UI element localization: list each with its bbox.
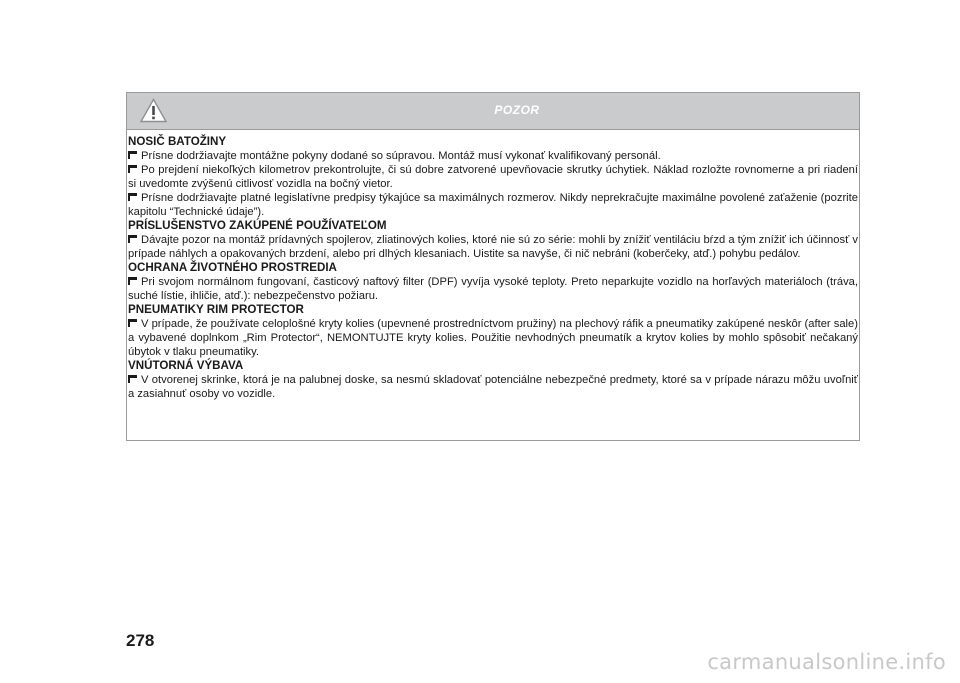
- bullet-icon: [128, 235, 137, 243]
- bullet-icon: [128, 151, 137, 159]
- warning-title: POZOR: [494, 103, 540, 117]
- bullet-icon: [128, 193, 137, 201]
- section-heading: VNÚTORNÁ VÝBAVA: [128, 359, 244, 372]
- section-luggage-rack: [128, 135, 858, 219]
- bullet-icon: [128, 375, 137, 383]
- warning-content: [127, 130, 859, 401]
- bullet-paragraph: V prípade, že používate celoplošné kryty kolies (upevnené prostredníctvom pružiny) na plechový ráfik a pneumatiky zakúpené neskôr (after sale) a vybavené doplnkom „Rim Protector“, NEMONTUJTE kryty kolies. Použitie nevhodných pneumatík a krytov kolies by mohlo spôsobiť nečakaný úbytok v tlaku pneumatiky.: [128, 318, 858, 358]
- section-tyres: [128, 303, 858, 359]
- bullet-paragraph: Pri svojom normálnom fungovaní, časticový naftový filter (DPF) vyvíja vysoké teploty. Preto neparkujte vozidlo na horľavých materiáloch (tráva, suché lístie, ihličie, atď.): nebezpečenstvo požiaru.: [128, 276, 858, 302]
- warning-box: [126, 92, 860, 441]
- bullet-icon: [128, 277, 137, 285]
- page-number: 278: [126, 631, 155, 650]
- bullet-paragraph: Dávajte pozor na montáž prídavných spojlerov, zliatinových kolies, ktoré nie sú zo série: mohli by znížiť ventiláciu bŕzd a tým znížiť ich účinnosť v prípade náhlych a opakovaných brzdení, alebo pri dlhých klesaniach. Uistite sa navyše, či nič nebráni (koberčeky, atď.) pohybu pedálov.: [128, 234, 858, 260]
- bullet-paragraph: Po prejdení niekoľkých kilometrov prekontrolujte, či sú dobre zatvorené upevňovacie skrutky úchytiek. Náklad rozložte rovnomerne a pri riadení si uvedomte zvýšenú citlivosť vozidla na bočný vietor.: [128, 164, 858, 190]
- bullet-icon: [128, 319, 137, 327]
- bullet-paragraph: Prísne dodržiavajte platné legislatívne predpisy týkajúce sa maximálnych rozmerov. Nikdy neprekračujte maximálne povolené zaťaženie (pozrite kapitolu “Technické údaje”).: [128, 192, 858, 218]
- warning-header: [127, 93, 859, 130]
- section-interior: [128, 359, 858, 401]
- section-heading: PNEUMATIKY RIM PROTECTOR: [128, 303, 304, 316]
- section-environment: [128, 261, 858, 303]
- section-heading: NOSIČ BATOŽINY: [128, 135, 227, 148]
- section-heading: OCHRANA ŽIVOTNÉHO PROSTREDIA: [128, 261, 337, 274]
- watermark: carmanualsonline.info: [707, 650, 946, 674]
- bullet-paragraph: V otvorenej skrinke, ktorá je na palubnej doske, sa nesmú skladovať potenciálne nebezpečné predmety, ktoré sa v prípade nárazu môžu uvoľniť a zasiahnuť osoby vo vozidle.: [128, 374, 858, 400]
- section-heading: PRÍSLUŠENSTVO ZAKÚPENÉ POUŽÍVATEĽOM: [128, 219, 387, 232]
- bullet-paragraph: Prísne dodržiavajte montážne pokyny dodané so súpravou. Montáž musí vykonať kvalifikovaný personál.: [128, 149, 858, 163]
- bullet-icon: [128, 165, 137, 173]
- section-accessories: [128, 219, 858, 261]
